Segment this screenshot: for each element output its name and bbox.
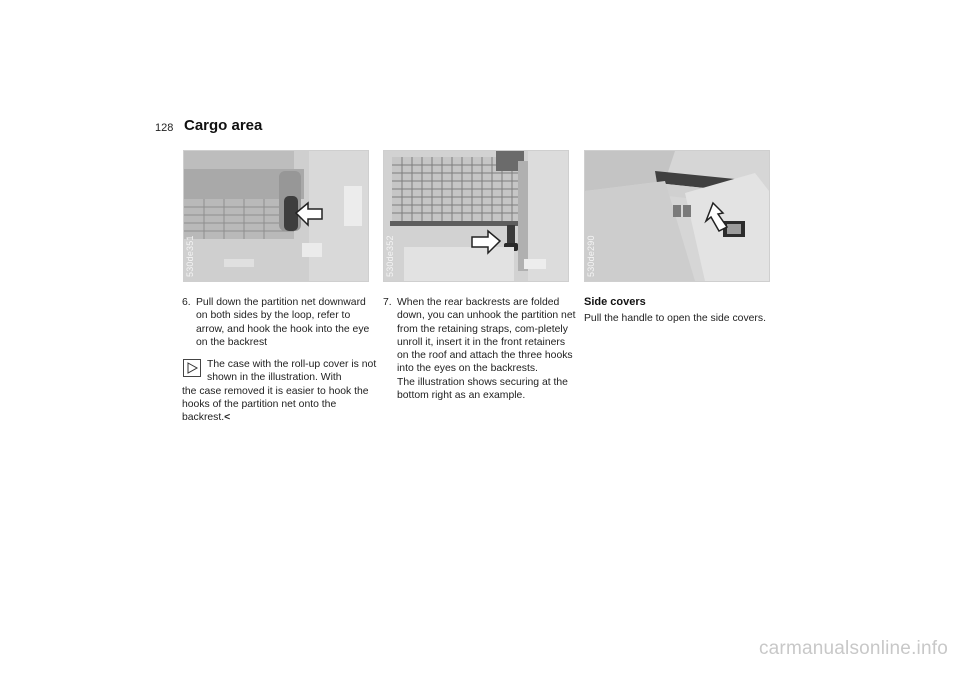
step-text: When the rear backrests are folded down, you can unhook the partition net from the retaining straps, com-pletely unroll it, insert it in the front retainers on the roof and attach the three hooks into the eyes on the backrests. bbox=[397, 297, 576, 375]
illustration-partition-net bbox=[384, 151, 568, 281]
column-step-6 bbox=[182, 296, 378, 425]
photo-side-cover bbox=[584, 150, 770, 282]
column-side-covers bbox=[584, 296, 784, 326]
watermark: carmanualsonline.info bbox=[758, 638, 948, 659]
note-first-line bbox=[207, 358, 378, 385]
note-end-mark: < bbox=[224, 412, 231, 424]
note-first-text: The case with the roll-up cover is not shown in the illustration. With bbox=[207, 359, 377, 384]
step-text: Pull down the partition net downward on both sides by the loop, refer to arrow, and hook the hook into the eye on the backrest bbox=[196, 297, 370, 348]
photo-partition-net-loop bbox=[183, 150, 369, 282]
photo-code: 530de351 bbox=[185, 235, 195, 277]
section-text: Pull the handle to open the side covers. bbox=[584, 313, 766, 325]
step-text-example: The illustration shows securing at the bottom right as an example. bbox=[397, 376, 568, 402]
page-number: 128 bbox=[155, 122, 174, 134]
photo-partition-net-hook bbox=[383, 150, 569, 282]
note-triangle-icon bbox=[183, 359, 201, 377]
column-step-7 bbox=[383, 296, 577, 402]
note-block bbox=[182, 358, 378, 424]
instruction-step bbox=[182, 296, 378, 349]
step-number: 7. bbox=[383, 297, 392, 308]
note-rest-text: the case removed it is easier to hook the hooks of the partition net onto the backrest. bbox=[182, 385, 369, 424]
section-heading: Side covers bbox=[584, 296, 646, 308]
instruction-step bbox=[383, 296, 577, 402]
step-number: 6. bbox=[182, 297, 191, 308]
illustration-roll-up-net bbox=[184, 151, 368, 281]
photo-code: 530de352 bbox=[385, 235, 395, 277]
illustration-side-cover bbox=[585, 151, 769, 281]
photo-code: 530de290 bbox=[586, 235, 596, 277]
page-title: Cargo area bbox=[184, 117, 263, 134]
